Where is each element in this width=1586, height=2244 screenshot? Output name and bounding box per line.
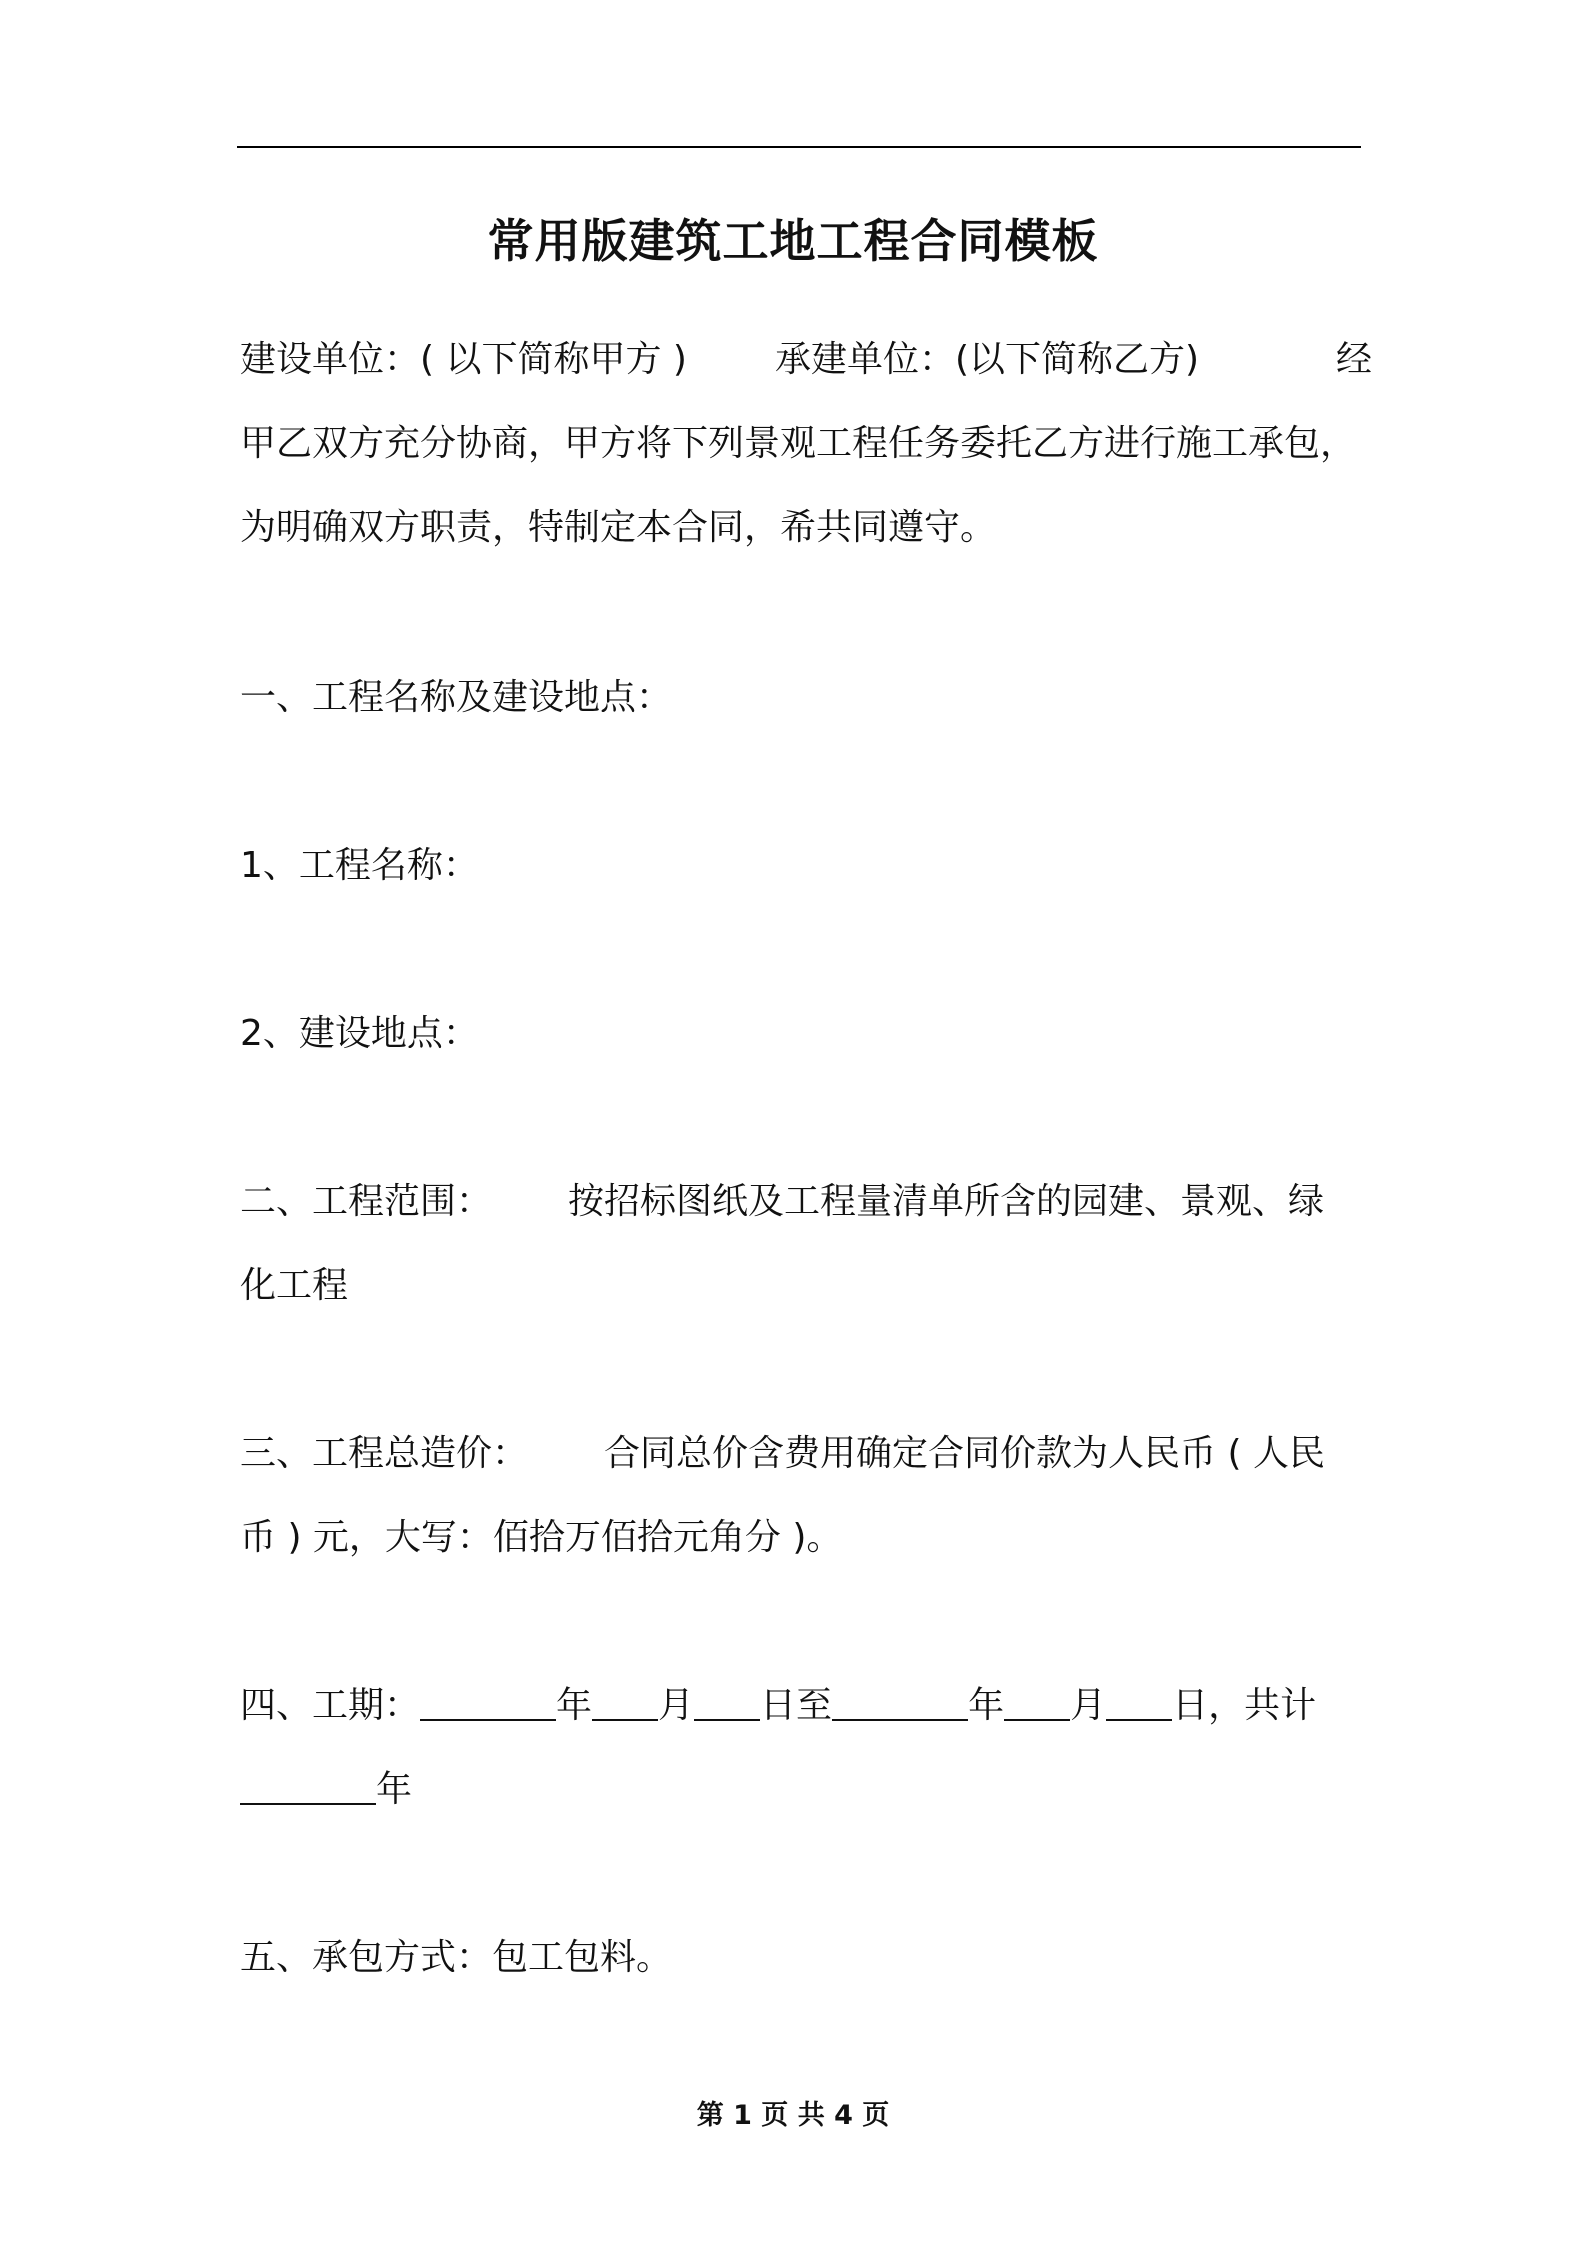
header-rule: [237, 146, 1361, 148]
intro-line-2: 甲乙双方充分协商，甲方将下列景观工程任务委托乙方进行施工承包，: [240, 423, 1357, 464]
duration-line-2: [240, 1748, 1372, 1832]
project-name-item: 1、工程名称：: [240, 845, 479, 886]
day-total-text: 日，共计: [1172, 1685, 1317, 1726]
end-year-blank[interactable]: [832, 1685, 968, 1721]
month-text-2: 月: [1070, 1685, 1107, 1726]
section-2-scope: [240, 1160, 1372, 1328]
intro-paragraph: [240, 318, 1372, 570]
end-month-blank[interactable]: [1004, 1685, 1070, 1721]
document-title: 常用版建筑工地工程合同模板: [487, 214, 1099, 268]
day-to-text: 日至: [760, 1685, 833, 1726]
section-5-contract-mode: 五、承包方式：包工包料。: [240, 1937, 673, 1978]
year-end-text: 年: [376, 1769, 413, 1810]
scope-line-2: 化工程: [240, 1265, 349, 1306]
party-b-label: 承建单位：(以下简称乙方): [774, 339, 1200, 380]
start-month-blank[interactable]: [592, 1685, 658, 1721]
year-text-2: 年: [968, 1685, 1005, 1726]
scope-label: 二、工程范围：: [240, 1181, 493, 1222]
price-text: 合同总价含费用确定合同价款为人民币 ( 人民: [604, 1433, 1325, 1474]
start-day-blank[interactable]: [694, 1685, 760, 1721]
duration-label: 四、工期：: [240, 1685, 421, 1726]
scope-line-1: [240, 1160, 1372, 1244]
price-line-1: [240, 1412, 1372, 1496]
price-line-2: 币 ) 元，大写：佰拾万佰拾元角分 )。: [240, 1517, 843, 1558]
total-years-blank[interactable]: [240, 1769, 376, 1805]
start-year-blank[interactable]: [420, 1685, 556, 1721]
intro-line-1: [240, 318, 1372, 402]
section-1-heading: 一、工程名称及建设地点：: [240, 677, 673, 718]
end-day-blank[interactable]: [1106, 1685, 1172, 1721]
party-a-label: 建设单位：( 以下简称甲方 ): [240, 339, 687, 380]
scope-text: 按招标图纸及工程量清单所含的园建、景观、绿: [568, 1181, 1325, 1222]
year-text: 年: [556, 1685, 593, 1726]
intro-line-3: 为明确双方职责，特制定本合同，希共同遵守。: [240, 507, 997, 548]
intro-line1-end: 经: [1335, 339, 1372, 380]
section-4-duration: [240, 1664, 1372, 1832]
page-footer: 第 1 页 共 4 页: [696, 2100, 890, 2131]
price-label: 三、工程总造价：: [240, 1433, 529, 1474]
project-location-item: 2、建设地点：: [240, 1013, 479, 1054]
month-text: 月: [658, 1685, 695, 1726]
duration-line-1: [240, 1664, 1372, 1748]
section-3-price: [240, 1412, 1372, 1580]
